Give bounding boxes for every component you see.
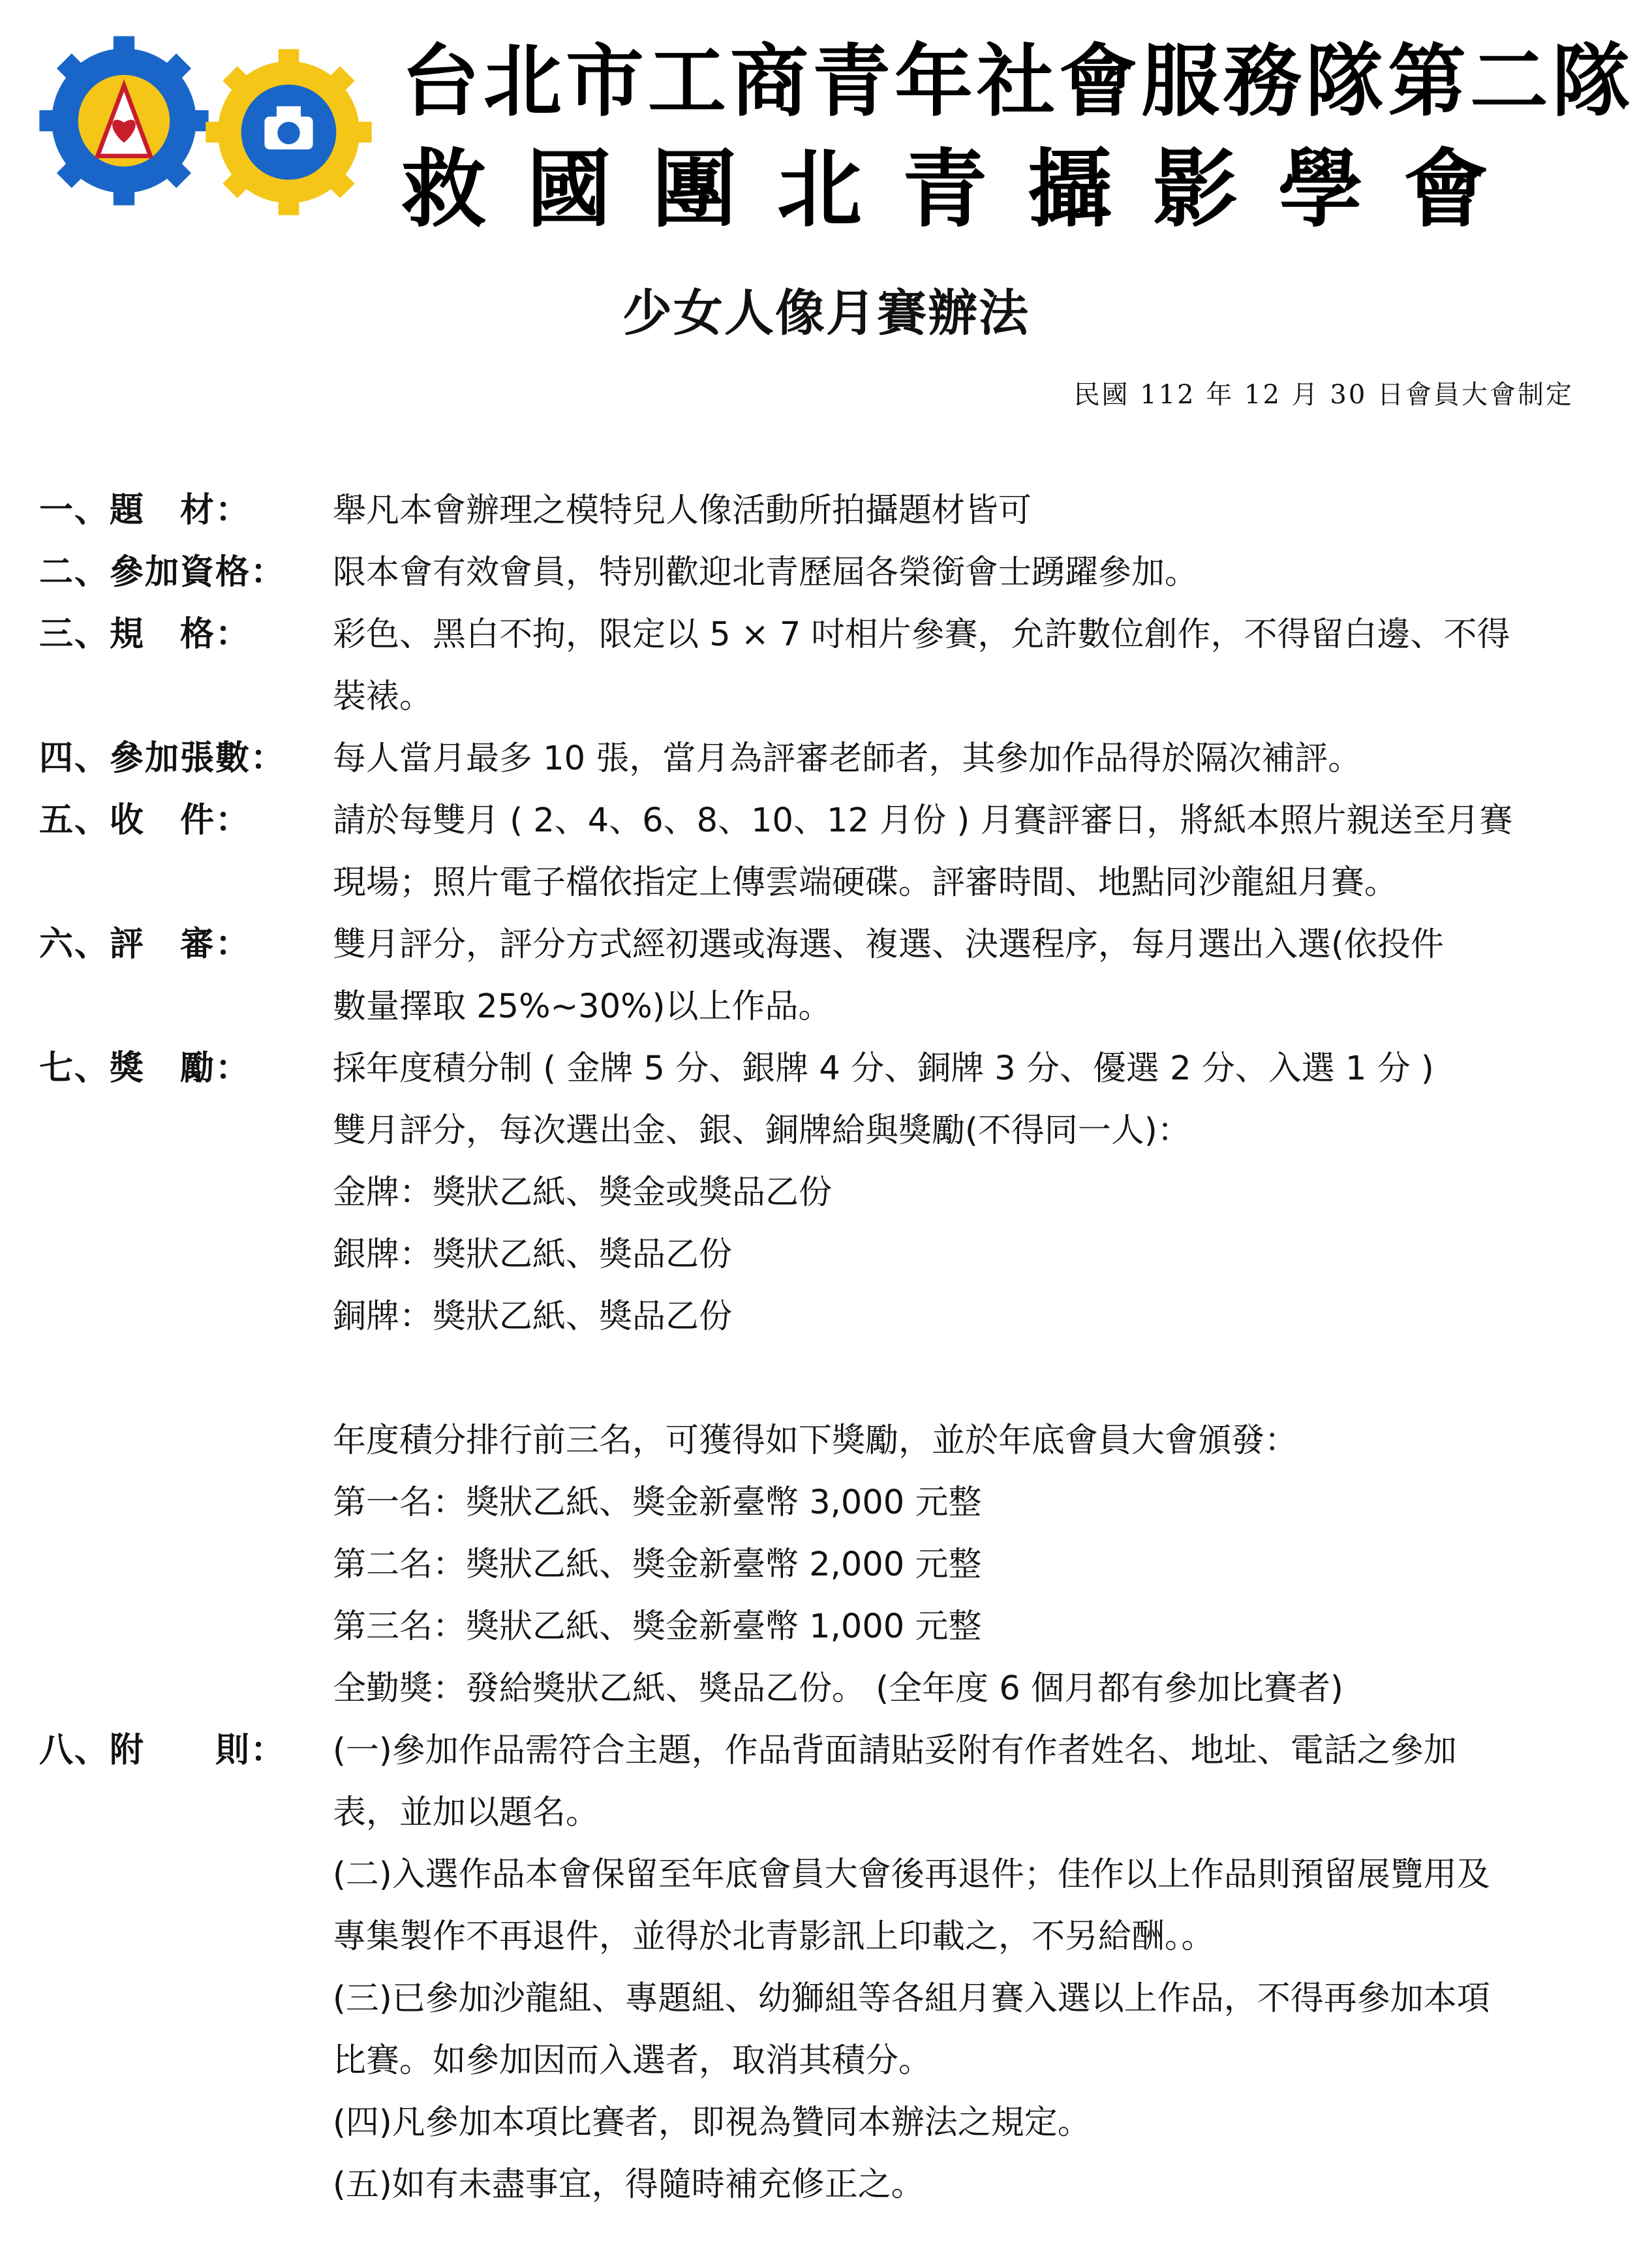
rule-section xyxy=(39,728,1605,790)
section-label: 二、參加資格： xyxy=(39,553,286,592)
section-content xyxy=(333,1038,1605,1720)
org-name-line2: 救國團北青攝影學會 xyxy=(401,139,1529,239)
section-line: 第三名：獎狀乙紙、獎金新臺幣 1,000 元整 xyxy=(333,1607,982,1646)
section-line: 銅牌：獎狀乙紙、獎品乙份 xyxy=(333,1297,733,1336)
section-line: 銀牌：獎狀乙紙、獎品乙份 xyxy=(333,1235,733,1274)
section-line: (一)參加作品需符合主題，作品背面請貼妥附有作者姓名、地址、電話之參加 xyxy=(333,1731,1457,1770)
section-label: 三、規 格： xyxy=(39,615,251,654)
photo-society-logo xyxy=(202,46,375,219)
rule-section xyxy=(39,542,1605,604)
letterhead xyxy=(36,26,1634,241)
section-line: 金牌：獎狀乙紙、獎金或獎品乙份 xyxy=(333,1173,833,1212)
section-content xyxy=(333,480,1605,542)
section-line: 現場；照片電子檔依指定上傳雲端硬碟。評審時間、地點同沙龍組月賽。 xyxy=(333,863,1398,902)
section-line: 比賽。如參加因而入選者，取消其積分。 xyxy=(333,2041,932,2080)
section-line: 彩色、黑白不拘，限定以 5 × 7 吋相片參賽，允許數位創作，不得留白邊、不得 xyxy=(333,615,1510,654)
enactment-date: 民國 112 年 12 月 30 日會員大會制定 xyxy=(1073,380,1574,410)
section-line: 每人當月最多 10 張，當月為評審老師者，其參加作品得於隔次補評。 xyxy=(333,739,1362,778)
rule-section xyxy=(39,914,1605,1038)
section-line: (二)入選作品本會保留至年底會員大會後再退件；佳作以上作品則預留展覽用及 xyxy=(333,1855,1490,1894)
section-line: (五)如有未盡事宜，得隨時補充修正之。 xyxy=(333,2165,925,2204)
section-label: 八、附 則： xyxy=(39,1731,286,1770)
section-content xyxy=(333,604,1605,728)
section-line: 表，並加以題名。 xyxy=(333,1793,600,1832)
section-content xyxy=(333,542,1605,604)
section-line: (三)已參加沙龍組、專題組、幼獅組等各組月賽入選以上作品，不得再參加本項 xyxy=(333,1979,1490,2018)
section-line: 舉凡本會辦理之模特兒人像活動所拍攝題材皆可 xyxy=(333,491,1032,530)
section-line: 裝裱。 xyxy=(333,677,433,716)
section-line: 第一名：獎狀乙紙、獎金新臺幣 3,000 元整 xyxy=(333,1483,982,1522)
section-label: 六、評 審： xyxy=(39,925,251,964)
section-content xyxy=(333,728,1605,790)
service-team-logo xyxy=(36,33,212,209)
rule-section xyxy=(39,604,1605,728)
section-line: 雙月評分，評分方式經初選或海選、複選、決選程序，每月選出入選(依投件 xyxy=(333,925,1444,964)
rule-section xyxy=(39,1720,1605,2216)
section-content xyxy=(333,1720,1605,2216)
section-line: 雙月評分，每次選出金、銀、銅牌給與獎勵(不得同一人)： xyxy=(333,1111,1191,1150)
section-content xyxy=(333,790,1605,914)
org-name-line1: 台北市工商青年社會服務隊第二隊 xyxy=(401,35,1634,127)
section-line: (四)凡參加本項比賽者，即視為贊同本辦法之規定。 xyxy=(333,2103,1091,2142)
section-label: 四、參加張數： xyxy=(39,739,286,778)
section-label: 七、獎 勵： xyxy=(39,1049,251,1088)
section-line: 第二名：獎狀乙紙、獎金新臺幣 2,000 元整 xyxy=(333,1545,982,1584)
section-line: 數量擇取 25%~30%)以上作品。 xyxy=(333,987,832,1026)
section-line: 請於每雙月 ( 2、4、6、8、10、12 月份 ) 月賽評審日，將紙本照片親送至月賽 xyxy=(333,801,1513,840)
rule-section xyxy=(39,790,1605,914)
section-label: 五、收 件： xyxy=(39,801,251,840)
section-line xyxy=(333,1348,1605,1410)
section-label: 一、題 材： xyxy=(39,491,251,530)
section-line: 專集製作不再退件，並得於北青影訊上印載之，不另給酬。。 xyxy=(333,1917,1215,1956)
rule-section xyxy=(39,1038,1605,1720)
rules-body xyxy=(39,480,1605,2216)
document-title: 少女人像月賽辦法 xyxy=(622,284,1030,342)
section-line: 採年度積分制 ( 金牌 5 分、銀牌 4 分、銅牌 3 分、優選 2 分、入選 1 分 ) xyxy=(333,1049,1434,1088)
section-line: 全勤獎：發給獎狀乙紙、獎品乙份。 (全年度 6 個月都有參加比賽者) xyxy=(333,1669,1343,1708)
section-line: 限本會有效會員，特別歡迎北青歷屆各榮銜會士踴躍參加。 xyxy=(333,553,1199,592)
section-line: 年度積分排行前三名，可獲得如下獎勵，並於年底會員大會頒發： xyxy=(333,1421,1298,1460)
section-content xyxy=(333,914,1605,1038)
rule-section xyxy=(39,480,1605,542)
